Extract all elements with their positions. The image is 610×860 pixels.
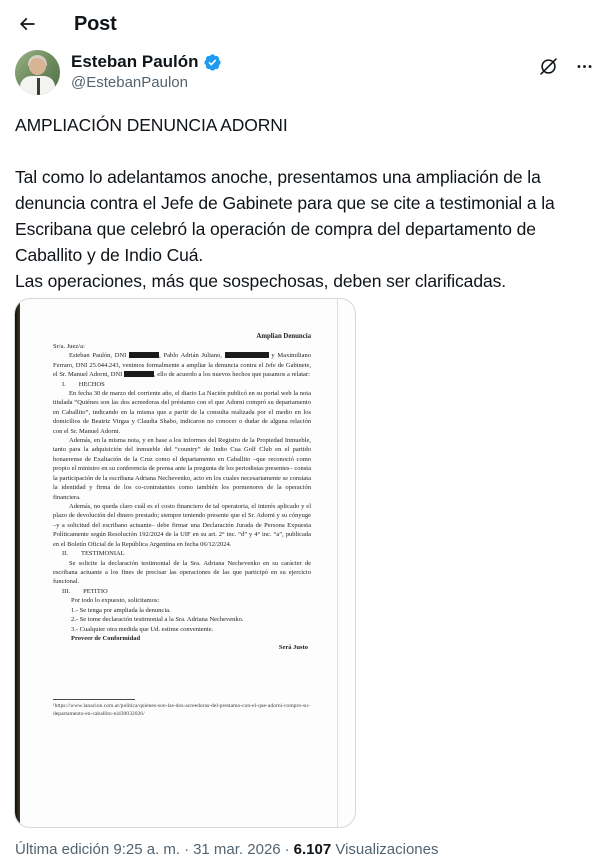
author-row xyxy=(0,46,610,95)
doc-section2-heading: II. TESTIMONIAL xyxy=(62,550,125,558)
doc-intro-paragraph: Esteban Paulón, DNI , Pablo Adrián Juliano, y Maximiliano Ferraro, DNI 25.044.243, venimos formalmente a ampliar la denuncia contra el Jefe de Gabinete, el Sr. Manuel Adorni, DNI , ello de acuerdo a los nuevos hechos que pasamos a relatar: xyxy=(53,352,311,379)
more-button[interactable] xyxy=(575,57,594,76)
separator-dot: · xyxy=(184,841,190,858)
doc-footnote xyxy=(53,699,311,719)
page-title: Post xyxy=(74,12,117,35)
doc-paragraph: Se solicite la declaración testimonial de la Sra. Adriana Nechevenko en su carácter de escribana actuante a los fines de precisar las operaciones de las que participó en su ejercicio funcional. xyxy=(53,559,311,586)
doc-paragraph: Además, en la misma nota, y en base a los informes del Registro de la Propiedad Inmueble, tanto para la adquisición del inmueble del “country” de Indio Cua Golf Club en el partido bonaerense de Exaltación de la Cruz como el departamento en Caballito –que reconoció como propio el ministro en su conferencia de prensa ante la pregunta de los periodistas presentes– consta la participación de la escribana Adriana Nechevenko, acto en los cuales necesariamente se constata la identidad y firma de los co-contratantes como también los pormenores de la operación financiera. xyxy=(53,437,311,501)
doc-paragraph: En fecha 30 de marzo del corriente año, el diario La Nación publicó en su portal web la nota titulada “Quiénes son las dos acreedoras del préstamo con el que Adorni compró su departamento en Caballito”, indicando en la misma que a partir de la consulta realizada por el medio en los domicilios de Beatriz Virgas y Claudia Shabo, indicaron no conocer o dudar de alguna relación con el Sr. Manuel Adorni. xyxy=(53,389,311,435)
author-name[interactable]: Esteban Paulón xyxy=(71,52,199,71)
tweet-text xyxy=(0,112,606,294)
doc-salutation: Sr/a. Juez/a: xyxy=(53,342,85,350)
edited-timestamp[interactable]: Última edición 9:25 a. m. xyxy=(15,841,181,858)
more-ellipsis-icon xyxy=(575,57,594,76)
doc-signoff: Será Justo xyxy=(278,644,308,652)
author-meta xyxy=(71,50,538,92)
back-button[interactable] xyxy=(10,7,44,41)
avatar[interactable] xyxy=(15,50,60,95)
author-handle[interactable]: @EstebanPaulon xyxy=(71,74,188,91)
document-image[interactable] xyxy=(14,298,356,828)
tweet-paragraph: Tal como lo adelantamos anoche, presentamos una ampliación de la denuncia contra el Jefe de Gabinete para que se cite a testimonial a la Escribana que celebró la operación de compra del departamento de Caballito y de Indio Cuá. xyxy=(15,167,555,265)
avatar-face xyxy=(29,58,46,75)
top-bar xyxy=(0,0,610,46)
doc-list-item: 1.- Se tenga por ampliada la denuncia. xyxy=(71,606,171,614)
tweet-last-line: Las operaciones, más que sospechosas, deben ser clarificadas. xyxy=(15,271,506,291)
footnote-url: ¹https://www.lanacion.com.ar/politica/quienes-son-las-dos-acreedoras-del-prestamo-con-el-que-adorni-compro-su-departamento-en-caballito-nid30032026/ xyxy=(53,702,310,718)
redaction-box xyxy=(124,371,154,377)
post-actions xyxy=(538,50,594,77)
doc-closing: Proveer de Conformidad xyxy=(71,634,141,642)
doc-title: Amplian Denuncia xyxy=(256,333,311,340)
doc-section1-heading: I. HECHOS xyxy=(62,380,105,388)
legal-document xyxy=(15,299,355,827)
views-count: 6.107 xyxy=(293,841,332,858)
separator-dot: · xyxy=(284,841,290,858)
doc-list-item: 3.- Cualquier otra medida que Ud. estime conveniente. xyxy=(71,625,214,633)
grok-button[interactable] xyxy=(538,56,559,77)
redaction-box xyxy=(225,352,269,358)
footnote-rule xyxy=(53,699,135,700)
verified-badge-icon xyxy=(203,53,222,72)
views-label: Visualizaciones xyxy=(335,841,439,858)
redaction-box xyxy=(129,352,159,358)
tweet-title-line: AMPLIACIÓN DENUNCIA ADORNI xyxy=(15,115,288,135)
doc-section3-heading: III. PETITIO xyxy=(62,587,108,595)
avatar-tie xyxy=(37,78,40,95)
doc-list-item: 2.- Se tome declaración testimonial a la Sra. Adriana Nechevenko. xyxy=(71,616,244,624)
post-date: 31 mar. 2026 xyxy=(193,841,281,858)
doc-paragraph: Además, no queda claro cuál es el costo financiero de tal operatoria, el interés aplicado y el plazo de devolución del dinero prestado; siempre teniendo presente que el Sr. Adorni y su cónyuge –y a solicitud del escribano actuante– debe firmar una Declaración Jurada de Persona Expuesta Políticamente según Resolución 192/2024 de la UIF en su art. 2° inc. “d” y 4° inc. “a”, publicada en el Boletín Oficial de la República Argentina en fecha 06/12/2024. xyxy=(53,503,311,548)
doc-paragraph: Por todo lo expuesto, solicitamos: xyxy=(71,597,160,605)
arrow-left-icon xyxy=(17,14,37,34)
post-meta-footer xyxy=(0,840,610,860)
grok-icon xyxy=(538,56,559,77)
